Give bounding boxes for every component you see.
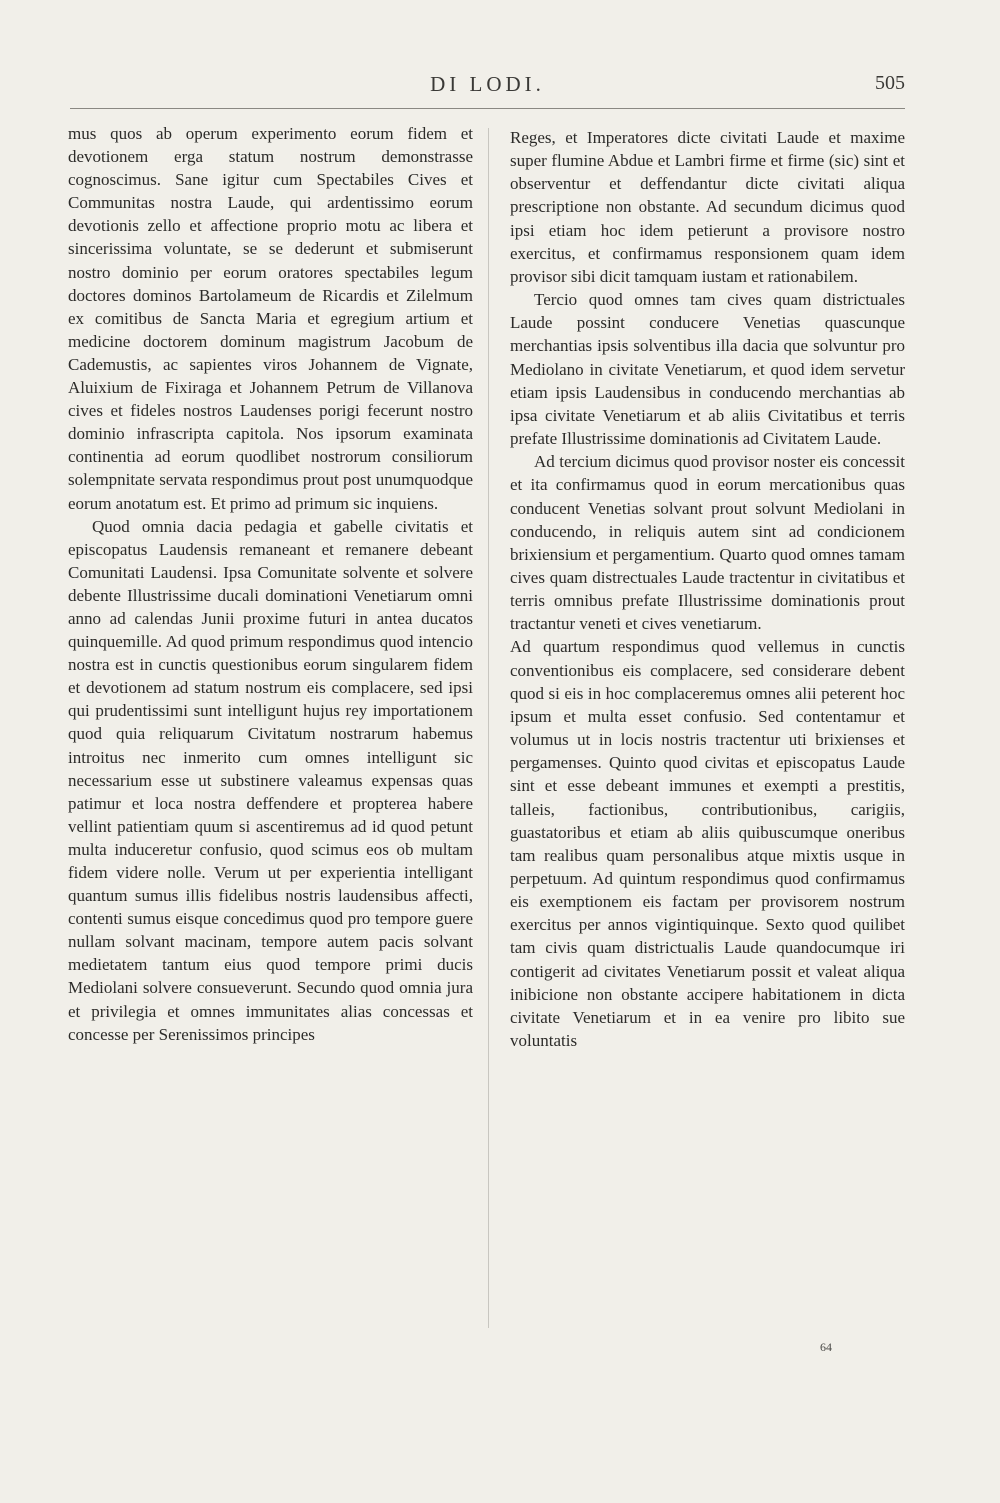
- right-paragraph-3: Ad tercium dicimus quod provisor noster eis concessit et ita confirmamus quod in eorum mercationibus quas conducent Venetias solvant prout solvunt Mediolani in conducendo, in reliquis autem sint ad condicionem brixiensium et pergamentium. Quarto quod omnes tamam cives quam distrectuales Laude tractentur in civitatibus et terris omnibus prefate Illustrissime dominationis prout tractantur veneti et cives venetiarum.: [510, 452, 905, 634]
- page-header: [70, 62, 905, 102]
- right-paragraph-2: Tercio quod omnes tam cives quam districtuales Laude possint conducere Venetias quascunque merchantias ipsis solventibus illa dacia que solvuntur pro Mediolano in civitate Venetiarum, et quod idem servetur etiam ipsis Laudensibus in conducendo merchantias ab ipsa civitate Venetiarum et ab aliis Civitatibus et terris prefate Illustrissime dominationis ad Civitatem Laude.: [510, 290, 905, 449]
- right-column: [510, 126, 905, 1052]
- running-title: DI LODI.: [430, 72, 545, 96]
- signature-mark: 64: [820, 1340, 832, 1354]
- left-paragraph-2: Quod omnia dacia pedagia et gabelle civitatis et episcopatus Laudensis remaneant et remanere debeant Comunitati Laudensi. Ipsa Comunitate solvente et solvere debente Illustrissime ducali dominationi Venetiarum omni anno ad calendas Junii proxime futuri in antea ducatos quinquemille. Ad quod primum respondimus quod intencio nostra est in cunctis questionibus eorum singularem fidem et devotionem ad statum nostrum eis complacere, sed ipsi qui prudentissimi sunt intelligunt hujus rey importationem quod quia reliquarum Civitatum nostrarum habemus introitus nec inmerito cum omnes intelligunt sic necessarium esse ut substinere valeamus expensas quas patimur et loca nostra deffendere et propterea habere vellint patientiam quum si ascentiremus ad id quod petunt multa induceretur confusio, quod scimus eos ob multam fidem videre nolle. Verum ut per experientia intelligant quantum sumus illis fidelibus nostris laudensibus affecti, contenti sumus eisque concedimus quod pro tempore guere nullam solvant macinam, tempore autem pacis solvant medietatem tantum eius quod tempore primi ducis Mediolani solvere consueverunt. Secundo quod omnia jura et privilegia et omnes immunitates alias concessas et concesse per Serenissimos principes: [68, 516, 473, 1044]
- header-rule: [70, 108, 905, 109]
- page-number: 505: [875, 72, 905, 94]
- right-paragraph-4: Ad quartum respondimus quod vellemus in cunctis conventionibus eis complacere, sed considerare debent quod si eis in hoc complaceremus omnes alii peterent hoc ipsum et multa esset confusio. Sed contentamur et volumus ut in locis nostris tractentur uti brixienses et pergamenses. Quinto quod civitas et episcopatus Laude sint et esse debeant immunes et exempti a prestitis, talleis, factionibus, contributionibus, carigiis, guastatoribus et etiam ab aliis quibuscumque oneribus tam realibus quam personalibus atque mixtis usque in perpetuum. Ad quintum respondimus quod confirmamus eis exemptionem eis factam per provisorem nostrum exercitus per annos vigintiquinque. Sexto quod quilibet tam civis quam districtualis Laude quandocumque iri contigerit ad civitates Venetiarum possit et valeat aliqua inibicione non obstante accipere habitationem in dicta civitate Venetiarum et in ea venire pro libito sue voluntatis: [510, 637, 905, 1051]
- right-paragraph-1: Reges, et Imperatores dicte civitati Laude et maxime super flumine Abdue et Lambri firme et firme (sic) sint et observentur et deffendantur dicte civitati aliqua prescriptione non obstante. Ad secundum dicimus quod ipsi etiam hoc idem petierunt a provisore nostro exercitus, et confirmamus responsionem quam idem provisor sibi dicit tamquam iustam et rationabilem.: [510, 128, 905, 286]
- left-paragraph-1: mus quos ab operum experimento eorum fidem et devotionem erga statum nostrum demonstrasse cognoscimus. Sane igitur cum Spectabiles Cives et Communitas nostra Laude, qui ardentissimo eorum devotionis zello et affectione proprio motu ac libera et sincerissima voluntate, se se dederunt et submiserunt nostro dominio per eorum oratores spectabiles legum doctores dominos Bartolameum de Ricardis et Zilelmum ex comitibus de Sancta Maria et egregium artium et medicine doctorem dominum magistrum Jacobum de Cademustis, ac sapientes viros Johannem de Vignate, Aluixium de Fixiraga et Johannem Petrum de Villanova cives et fideles nostros Laudenses porigi fecerunt nostro dominio infrascripta capitola. Nos ipsorum examinata continentia ad eorum quodlibet nostrorum consiliorum solempnitate servata respondimus prout post unumquodque eorum anotatum est. Et primo ad primum sic inquiens.: [68, 124, 473, 513]
- column-divider: [488, 128, 489, 1328]
- left-column: [68, 122, 473, 1046]
